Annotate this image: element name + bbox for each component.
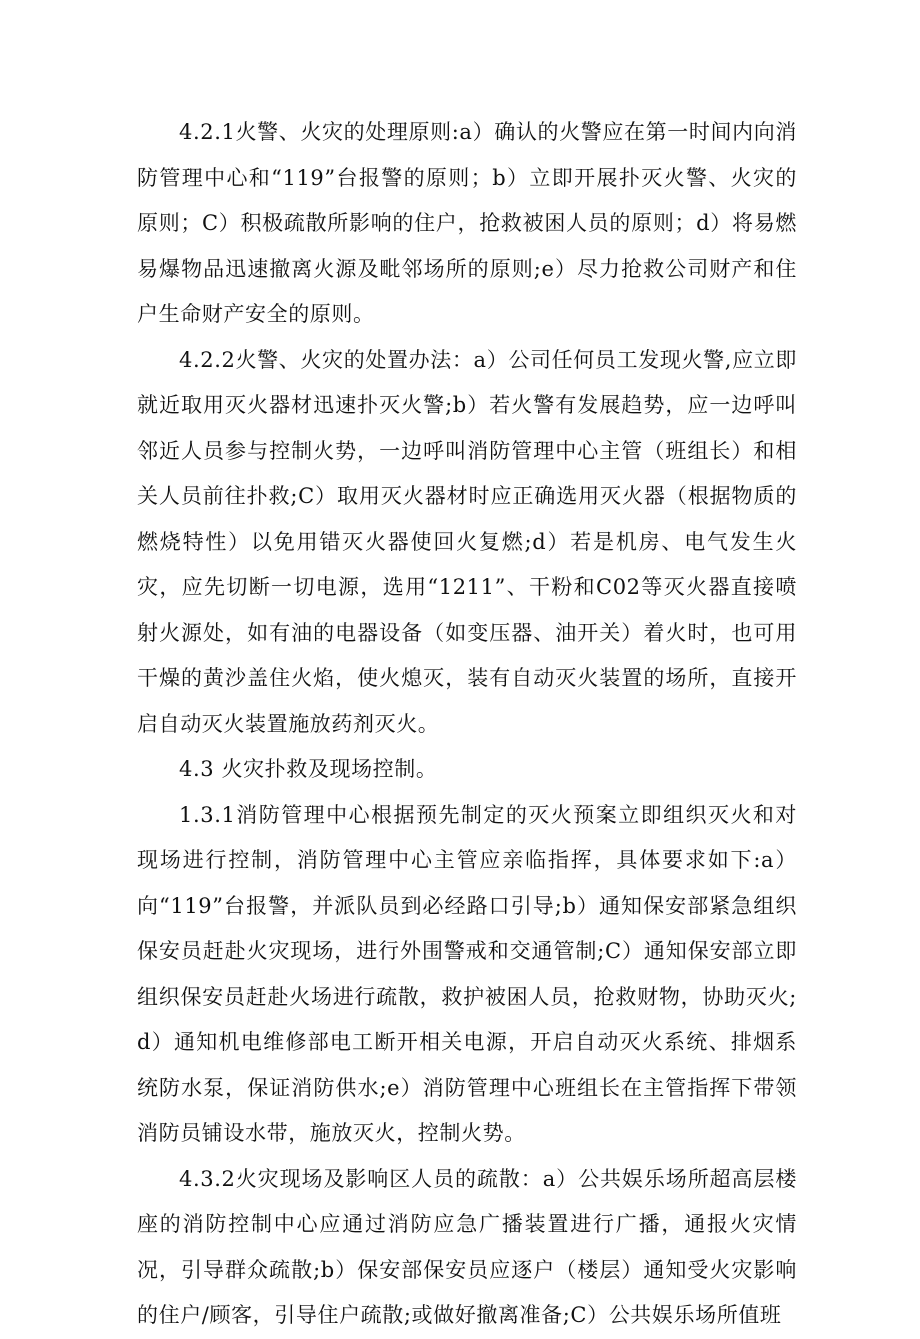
paragraph-4-2-2: 4.2.2火警、火灾的处置办法：a）公司任何员工发现火警,应立即就近取用灭火器材迅速扑灭火警;b）若火警有发展趋势，应一边呼叫邻近人员参与控制火势，一边呼叫消防管理中心主管（班组长）和相关人员前往扑救;C）取用灭火器材时应正确选用灭火器（根据物质的燃烧特性）以免用错灭火器使回火复燃;d）若是机房、电气发生火灾，应先切断一切电源，选用“1211”、干粉和C02等灭火器直接喷射火源处，如有油的电器设备（如变压器、油开关）着火时，也可用干燥的黄沙盖住火焰，使火熄灭，装有自动灭火装置的场所，直接开启自动灭火装置施放药剂灭火。 xyxy=(137,347,797,736)
document-body xyxy=(137,110,797,1339)
paragraph-4-2-1: 4.2.1火警、火灾的处理原则:a）确认的火警应在第一时间内向消防管理中心和“119”台报警的原则；b）立即开展扑灭火警、火灾的原则；C）积极疏散所影响的住户，抢救被困人员的原则；d）将易燃易爆物品迅速撤离火源及毗邻场所的原则;e）尽力抢救公司财产和住户生命财产安全的原则。 xyxy=(137,120,797,326)
paragraph-1-3-1: 1.3.1消防管理中心根据预先制定的灭火预案立即组织灭火和对现场进行控制，消防管理中心主管应亲临指挥，具体要求如下:a）向“119”台报警，并派队员到必经路口引导;b）通知保安部紧急组织保安员赶赴火灾现场，进行外围警戒和交通管制;C）通知保安部立即组织保安员赶赴火场进行疏散，救护被困人员，抢救财物，协助灭火;d）通知机电维修部电工断开相关电源，开启自动灭火系统、排烟系统防水泵，保证消防供水;e）消防管理中心班组长在主管指挥下带领消防员铺设水带，施放灭火，控制火势。 xyxy=(137,802,797,1145)
section-heading-4-3: 4.3 火灾扑救及现场控制。 xyxy=(179,757,438,781)
paragraph-4-3-2: 4.3.2火灾现场及影响区人员的疏散：a）公共娱乐场所超高层楼座的消防控制中心应通过消防应急广播装置进行广播，通报火灾情况，引导群众疏散;b）保安部保安员应逐户（楼层）通知受火灾影响的住户/顾客，引导住户疏散;或做好撤离准备;C）公共娱乐场所值班 xyxy=(137,1166,797,1327)
